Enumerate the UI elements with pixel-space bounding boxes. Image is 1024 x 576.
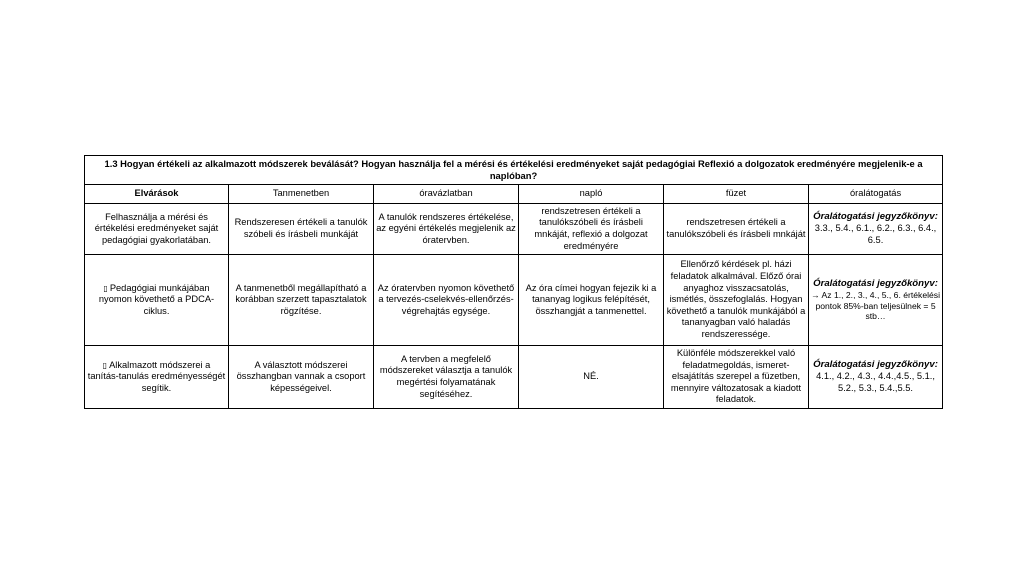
- header-oravazlatban: óravázlatban: [374, 185, 519, 204]
- header-row: [85, 185, 943, 204]
- table-row: [85, 255, 943, 346]
- checkbox-icon: ▯: [102, 360, 108, 370]
- cell-oravazlat: Az óratervben nyomon követhető a tervezés-cselekvés-ellenőrzés-végrehajtás egysége.: [374, 255, 519, 346]
- cell-oravazlat: A tervben a megfelelő módszereket választja a tanulók megértési folyamatának segítéséhez.: [374, 346, 519, 409]
- cell-oralatogatas: [809, 346, 943, 409]
- cell-fuzet: Ellenőrző kérdések pl. házi feladatok alkalmával. Előző órai anyaghoz visszacsatolás, ismétlés, összefoglalás. Hogyan követhető a tanulók munkájából a tananyagban való haladás rendszeressége.: [664, 255, 809, 346]
- assessment-table: [84, 155, 943, 409]
- cell-tanmenet: A választott módszerei összhangban vannak a csoport képességeivel.: [229, 346, 374, 409]
- cell-text: Alkalmazott módszerei a tanítás-tanulás eredményességét segítik.: [87, 359, 226, 393]
- cell-elvaras: [85, 346, 229, 409]
- visit-body: 4.1., 4.2., 4.3., 4.4.,4.5., 5.1., 5.2., 5.3., 5.4.,5.5.: [816, 371, 935, 393]
- header-oralatogatas: óralátogatás: [809, 185, 943, 204]
- header-tanmenetben: Tanmenetben: [229, 185, 374, 204]
- cell-tanmenet: Rendszeresen értékeli a tanulók szóbeli és írásbeli munkáját: [229, 204, 374, 255]
- visit-title: Óralátogatási jegyzőkönyv:: [813, 359, 938, 371]
- cell-fuzet: rendszetresen értékeli a tanulókszóbeli és írásbeli mnkáját: [664, 204, 809, 255]
- cell-naplo: NÉ.: [519, 346, 664, 409]
- header-elvarasok: Elvárások: [85, 185, 229, 204]
- visit-body: → Az 1., 2., 3., 4., 5., 6. értékelési pontok 85%-ban teljesülnek = 5 stb…: [811, 289, 941, 322]
- visit-title: Óralátogatási jegyzőkönyv:: [813, 277, 938, 289]
- cell-oravazlat: A tanulók rendszeres értékelése, az egyéni értékelés megjelenik az óratervben.: [374, 204, 519, 255]
- cell-oralatogatas: [809, 255, 943, 346]
- cell-oralatogatas: [809, 204, 943, 255]
- header-naplo: napló: [519, 185, 664, 204]
- table-title: 1.3 Hogyan értékeli az alkalmazott módszerek beválását? Hogyan használja fel a mérési és értékelési eredményeket saját pedagógiai Reflexió a dolgozatok eredményére megjelenik-e a naplóban?: [85, 156, 943, 185]
- cell-text: Felhasználja a mérési és értékelési eredményeket saját pedagógiai gyakorlatában.: [94, 211, 219, 245]
- cell-fuzet: Különféle módszerekkel való feladatmegoldás, ismeret-elsajátítás szerepel a füzetben, mennyire változatosak a kiadott feladatok.: [664, 346, 809, 409]
- checkbox-icon: ▯: [103, 283, 108, 293]
- table-row: [85, 346, 943, 409]
- cell-tanmenet: A tanmenetből megállapítható a korábban szerzett tapasztalatok rögzítése.: [229, 255, 374, 346]
- cell-naplo: rendszetresen értékeli a tanulókszóbeli és írásbeli mnkáját, reflexió a dolgozat eredményére: [519, 204, 664, 255]
- cell-naplo: Az óra címei hogyan fejezik ki a tananyag logikus felépítését, összhangját a tanmenettel.: [519, 255, 664, 346]
- cell-text: Pedagógiai munkájában nyomon követhető a PDCA-ciklus.: [98, 282, 215, 316]
- cell-elvaras: [85, 255, 229, 346]
- cell-elvaras: [85, 204, 229, 255]
- visit-body: 3.3., 5.4., 6.1., 6.2., 6.3., 6.4., 6.5.: [814, 223, 937, 245]
- table-row: [85, 204, 943, 255]
- header-fuzet: füzet: [664, 185, 809, 204]
- visit-title: Óralátogatási jegyzőkönyv:: [813, 211, 938, 223]
